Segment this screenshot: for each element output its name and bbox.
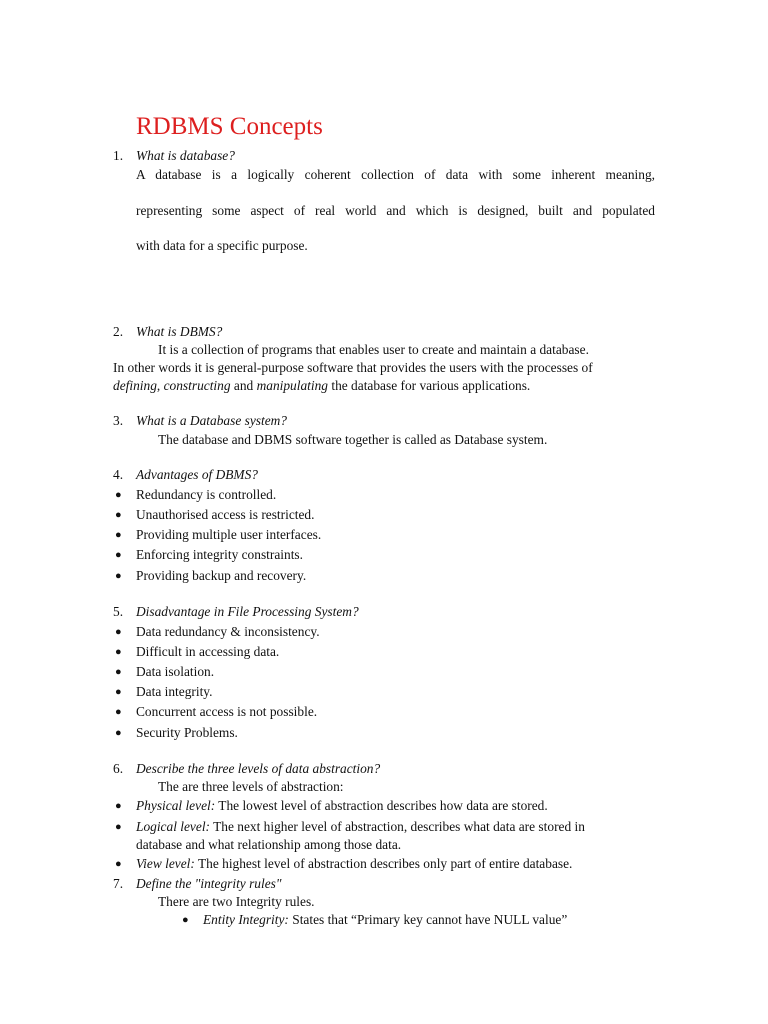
bullet-icon: ● [115, 570, 122, 582]
list-item-logical-level [136, 819, 585, 835]
question-heading: Advantages of DBMS? [136, 467, 258, 482]
term-physical-level: Physical level: [136, 798, 216, 813]
answer-line: There are two Integrity rules. [158, 894, 315, 909]
term-manipulating: manipulating [256, 378, 328, 393]
bullet-icon: ● [115, 686, 122, 698]
text-run: , [156, 378, 164, 393]
list-item: Providing backup and recovery. [136, 568, 307, 583]
bullet-icon: ● [115, 529, 122, 541]
list-item: Enforcing integrity constraints. [136, 547, 303, 562]
bullet-icon: ● [115, 858, 122, 870]
list-item: Data redundancy & inconsistency. [136, 624, 320, 639]
question-number: 1. [113, 148, 124, 163]
list-item: Unauthorised access is restricted. [136, 507, 315, 522]
text-run: The highest level of abstraction describes only part of entire database. [194, 856, 573, 871]
answer-line: The are three levels of abstraction: [158, 779, 344, 794]
page-title: RDBMS Concepts [136, 113, 323, 140]
list-item-continuation: database and what relationship among those data. [136, 837, 402, 852]
list-item: Redundancy is controlled. [136, 487, 277, 502]
question-heading: Disadvantage in File Processing System? [136, 604, 359, 619]
question-number: 4. [113, 467, 124, 482]
list-item: Difficult in accessing data. [136, 644, 280, 659]
text-run: The lowest level of abstraction describes how data are stored. [215, 798, 548, 813]
answer-line: A database is a logically coherent collection of data with some inherent meaning, [136, 167, 655, 182]
answer-line: The database and DBMS software together is called as Database system. [158, 432, 548, 447]
list-item: Concurrent access is not possible. [136, 704, 318, 719]
answer-line: In other words it is general-purpose software that provides the users with the processes of [113, 360, 593, 375]
question-number: 7. [113, 876, 124, 891]
text-run: the database for various applications. [328, 378, 531, 393]
question-heading: Describe the three levels of data abstraction? [136, 761, 381, 776]
bullet-icon: ● [115, 666, 122, 678]
term-constructing: constructing [163, 378, 231, 393]
answer-line: It is a collection of programs that enables user to create and maintain a database. [158, 342, 589, 357]
term-logical-level: Logical level: [136, 819, 210, 834]
list-item-entity-integrity [203, 912, 567, 928]
question-number: 6. [113, 761, 124, 776]
text-run: and [230, 378, 257, 393]
list-item: Data isolation. [136, 664, 215, 679]
question-number: 5. [113, 604, 124, 619]
term-defining: defining [113, 378, 157, 393]
question-heading: What is a Database system? [136, 413, 288, 428]
answer-line [113, 378, 530, 394]
list-item-view-level [136, 856, 572, 872]
question-number: 3. [113, 413, 124, 428]
question-heading: What is DBMS? [136, 324, 223, 339]
text-run: The next higher level of abstraction, describes what data are stored in [210, 819, 585, 834]
bullet-icon: ● [115, 489, 122, 501]
bullet-icon: ● [182, 914, 189, 926]
bullet-icon: ● [115, 646, 122, 658]
question-number: 2. [113, 324, 124, 339]
bullet-icon: ● [115, 509, 122, 521]
text-run: States that “Primary key cannot have NULL value” [288, 912, 568, 927]
answer-line: representing some aspect of real world and which is designed, built and populated [136, 203, 655, 218]
answer-line: with data for a specific purpose. [136, 238, 308, 253]
bullet-icon: ● [115, 821, 122, 833]
question-heading: Define the "integrity rules" [136, 876, 282, 891]
bullet-icon: ● [115, 800, 122, 812]
list-item: Data integrity. [136, 684, 213, 699]
term-entity-integrity: Entity Integrity: [203, 912, 289, 927]
list-item: Security Problems. [136, 725, 238, 740]
bullet-icon: ● [115, 706, 122, 718]
list-item: Providing multiple user interfaces. [136, 527, 322, 542]
term-view-level: View level: [136, 856, 195, 871]
bullet-icon: ● [115, 727, 122, 739]
question-heading: What is database? [136, 148, 235, 163]
list-item-physical-level [136, 798, 548, 814]
bullet-icon: ● [115, 549, 122, 561]
bullet-icon: ● [115, 626, 122, 638]
